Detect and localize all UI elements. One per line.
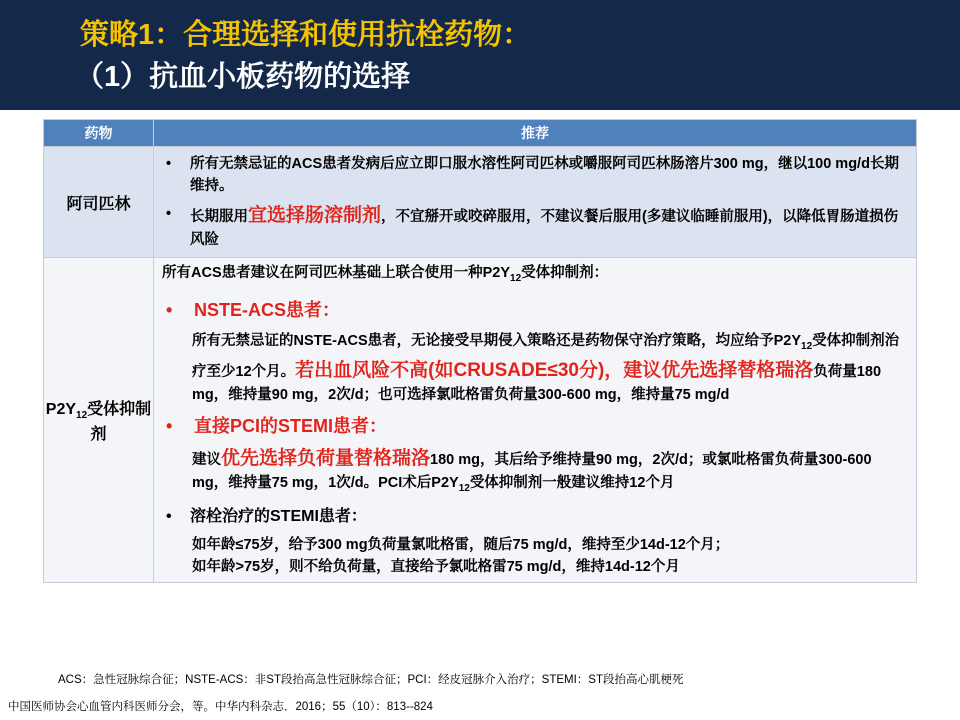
table-row-p2y12 bbox=[44, 258, 917, 583]
slide-subtitle: （1）抗血小板药物的选择 bbox=[75, 61, 411, 93]
pci-stemi-text: 建议优先选择负荷量替格瑞洛180 mg，其后给予维持量90 mg，2次/d；或氯吡格雷负荷量300-600 mg，维持量75 mg，1次/d。PCI术后$P2Y_{12}$受体抑制剂一般建议维持12个月 bbox=[192, 447, 872, 494]
lysis-line-1: 如年龄≤75岁，给予300 mg负荷量氯吡格雷，随后75 mg/d，维持至少14d-12个月； bbox=[192, 536, 730, 553]
title-banner bbox=[0, 0, 960, 110]
pci-stemi-heading: • 直接PCI的STEMI患者： bbox=[162, 412, 908, 440]
reference-citation: 中国医师协会心血管内科医师分会，等。中华内科杂志．2016；55（10）：813--824 bbox=[8, 701, 433, 713]
drug-p2y12: $P2Y_{12}$受体抑制剂 bbox=[44, 258, 154, 583]
aspirin-bullet-2: • 长期服用宜选择肠溶制剂，不宜掰开或咬碎服用，不建议餐后服用(多建议临睡前服用)，以降低胃肠道损伤风险 bbox=[162, 203, 908, 251]
highlight-ticagrelor-pci: 优先选择负荷量替格瑞洛 bbox=[221, 447, 431, 469]
drug-aspirin: 阿司匹林 bbox=[44, 147, 154, 258]
table-row-aspirin bbox=[44, 147, 917, 258]
p2y12-recommendation bbox=[154, 258, 917, 583]
abbreviation-footnote: ACS：急性冠脉综合征；NSTE-ACS：非ST段抬高急性冠脉综合征；PCI：经皮冠脉介入治疗；STEMI：ST段抬高心肌梗死 bbox=[58, 674, 684, 686]
nste-acs-heading: • NSTE-ACS患者： bbox=[162, 296, 908, 324]
p2y12-intro: 所有ACS患者建议在阿司匹林基础上联合使用一种$P2Y_{12}$受体抑制剂： bbox=[162, 265, 609, 284]
table-header-row bbox=[44, 120, 917, 147]
nste-acs-text: 所有无禁忌证的NSTE-ACS患者，无论接受早期侵入策略还是药物保守治疗策略，均应给予$P2Y_{12}$受体抑制剂治疗至少12个月。若出血风险不高(如CRUSADE≤30分)，建议优先选择替格瑞洛负荷量180 mg，维持量90 mg，2次/d；也可选择氯吡格雷负荷量300-600 mg，维持量75 mg/d bbox=[192, 332, 900, 403]
highlight-enteric: 宜选择肠溶制剂 bbox=[248, 205, 382, 226]
slide-title: 策略1：合理选择和使用抗栓药物： bbox=[80, 19, 532, 51]
lysis-stemi-heading: • 溶栓治疗的STEMI患者： bbox=[162, 506, 908, 528]
aspirin-bullet-1: • 所有无禁忌证的ACS患者发病后应立即口服水溶性阿司匹林或嚼服阿司匹林肠溶片300 mg，继以100 mg/d长期维持。 bbox=[162, 153, 908, 197]
header-recommendation: 推荐 bbox=[154, 120, 917, 147]
aspirin-recommendation bbox=[154, 147, 917, 258]
lysis-line-2: 如年龄>75岁，则不给负荷量，直接给予氯吡格雷75 mg/d，维持14d-12个月 bbox=[192, 558, 680, 575]
highlight-ticagrelor-nste: 若出血风险不高(如CRUSADE≤30分)，建议优先选择替格瑞洛 bbox=[295, 359, 814, 381]
header-drug: 药物 bbox=[44, 120, 154, 147]
recommendation-table bbox=[43, 119, 917, 583]
